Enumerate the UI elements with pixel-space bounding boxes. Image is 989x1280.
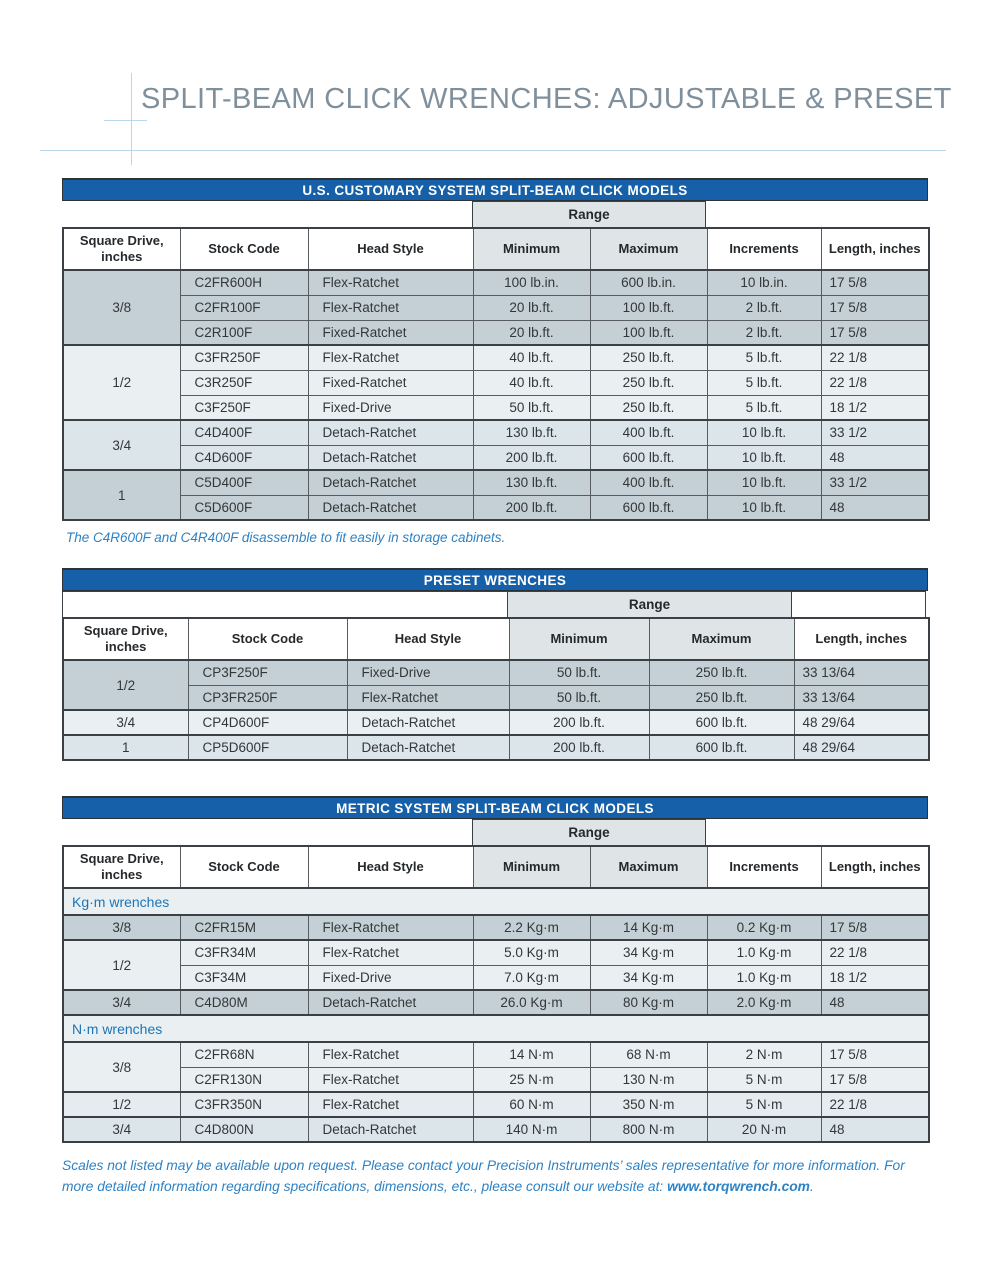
decor-horizontal-rule bbox=[40, 150, 946, 151]
cell-range-max: 600 lb.ft. bbox=[649, 735, 794, 760]
table-row bbox=[63, 940, 929, 965]
header-row bbox=[63, 228, 929, 270]
table-row bbox=[63, 1092, 929, 1117]
table-title: METRIC SYSTEM SPLIT-BEAM CLICK MODELS bbox=[336, 800, 654, 816]
cell-range-max: 100 lb.ft. bbox=[590, 295, 707, 320]
cell-length: 48 bbox=[821, 445, 929, 470]
col-header-square-drive-inches: Square Drive, inches bbox=[63, 618, 188, 660]
cell-stock-code: C3R250F bbox=[180, 370, 308, 395]
section-label-row bbox=[63, 1015, 929, 1042]
table-row bbox=[63, 685, 929, 710]
cell-range-min: 26.0 Kg·m bbox=[473, 990, 590, 1015]
cell-range-min: 50 lb.ft. bbox=[509, 660, 649, 685]
cell-head-style: Flex-Ratchet bbox=[308, 940, 473, 965]
table-row bbox=[63, 270, 929, 295]
decor-vertical-line bbox=[131, 73, 132, 165]
cell-stock-code: C3FR250F bbox=[180, 345, 308, 370]
cell-range-max: 14 Kg·m bbox=[590, 915, 707, 940]
cell-range-max: 400 lb.ft. bbox=[590, 420, 707, 445]
cell-stock-code: C4D400F bbox=[180, 420, 308, 445]
cell-stock-code: C3FR350N bbox=[180, 1092, 308, 1117]
table-row bbox=[63, 1042, 929, 1067]
cell-length: 18 1/2 bbox=[821, 965, 929, 990]
footer-note bbox=[62, 1156, 928, 1197]
cell-increments: 1.0 Kg·m bbox=[707, 965, 821, 990]
cell-stock-code: C5D600F bbox=[180, 495, 308, 520]
cell-stock-code: C3FR34M bbox=[180, 940, 308, 965]
col-header-length-inches: Length, inches bbox=[794, 618, 929, 660]
cell-range-min: 200 lb.ft. bbox=[473, 445, 590, 470]
range-header-cell: Range bbox=[472, 819, 706, 845]
range-row-spacer bbox=[62, 819, 472, 845]
cell-head-style: Detach-Ratchet bbox=[308, 420, 473, 445]
cell-range-max: 800 N·m bbox=[590, 1117, 707, 1142]
cell-length: 48 bbox=[821, 495, 929, 520]
cell-range-min: 60 N·m bbox=[473, 1092, 590, 1117]
cell-range-min: 50 lb.ft. bbox=[473, 395, 590, 420]
range-header-cell: Range bbox=[472, 201, 706, 227]
cell-stock-code: C3F250F bbox=[180, 395, 308, 420]
table-row bbox=[63, 710, 929, 735]
cell-range-max: 100 lb.ft. bbox=[590, 320, 707, 345]
table-row bbox=[63, 965, 929, 990]
col-header-stock-code: Stock Code bbox=[180, 846, 308, 888]
decor-crosshair-tick bbox=[104, 120, 147, 121]
drive-size-cell: 1/2 bbox=[63, 1092, 180, 1117]
cell-stock-code: C2FR100F bbox=[180, 295, 308, 320]
cell-head-style: Flex-Ratchet bbox=[308, 1092, 473, 1117]
preset-spec-table bbox=[62, 617, 930, 761]
col-header-square-drive-inches: Square Drive, inches bbox=[63, 228, 180, 270]
cell-length: 22 1/8 bbox=[821, 940, 929, 965]
col-header-head-style: Head Style bbox=[308, 228, 473, 270]
cell-increments: 5 N·m bbox=[707, 1092, 821, 1117]
col-header-stock-code: Stock Code bbox=[180, 228, 308, 270]
col-header-length-inches: Length, inches bbox=[821, 228, 929, 270]
cell-length: 48 bbox=[821, 1117, 929, 1142]
range-row-blank-left bbox=[62, 591, 508, 617]
metric-spec-table bbox=[62, 845, 930, 1143]
cell-stock-code: C2R100F bbox=[180, 320, 308, 345]
col-header-maximum: Maximum bbox=[590, 228, 707, 270]
drive-size-cell: 1/2 bbox=[63, 660, 188, 710]
cell-length: 33 13/64 bbox=[794, 685, 929, 710]
preset-table-title-bar bbox=[62, 568, 928, 591]
cell-range-max: 250 lb.ft. bbox=[649, 660, 794, 685]
cell-length: 17 5/8 bbox=[821, 1042, 929, 1067]
cell-stock-code: C2FR68N bbox=[180, 1042, 308, 1067]
range-header-row bbox=[62, 201, 928, 227]
us-customary-table-block bbox=[62, 178, 928, 521]
drive-size-cell: 1 bbox=[63, 470, 180, 520]
cell-increments: 2 lb.ft. bbox=[707, 295, 821, 320]
cell-increments: 5 lb.ft. bbox=[707, 345, 821, 370]
cell-length: 48 bbox=[821, 990, 929, 1015]
cell-range-min: 40 lb.ft. bbox=[473, 345, 590, 370]
cell-stock-code: C4D800N bbox=[180, 1117, 308, 1142]
cell-head-style: Flex-Ratchet bbox=[308, 915, 473, 940]
table-head bbox=[63, 228, 929, 270]
cell-stock-code: C5D400F bbox=[180, 470, 308, 495]
us-table-title-bar bbox=[62, 178, 928, 201]
cell-range-min: 140 N·m bbox=[473, 1117, 590, 1142]
footer-text: Scales not listed may be available upon request. Please contact your Precision Instruments’ sales representative for more information. For more detailed information regarding specifications, dimensions, etc., please consult our website at: bbox=[62, 1158, 905, 1194]
cell-head-style: Detach-Ratchet bbox=[347, 735, 509, 760]
cell-range-max: 130 N·m bbox=[590, 1067, 707, 1092]
range-header-row bbox=[62, 591, 928, 617]
col-header-increments: Increments bbox=[707, 846, 821, 888]
cell-increments: 2 N·m bbox=[707, 1042, 821, 1067]
footer-website-link[interactable]: www.torqwrench.com bbox=[667, 1178, 810, 1194]
header-row bbox=[63, 846, 929, 888]
table-row bbox=[63, 470, 929, 495]
cell-range-min: 130 lb.ft. bbox=[473, 420, 590, 445]
header-row bbox=[63, 618, 929, 660]
cell-length: 22 1/8 bbox=[821, 345, 929, 370]
us-spec-table bbox=[62, 227, 930, 521]
table-row bbox=[63, 320, 929, 345]
cell-range-max: 600 lb.ft. bbox=[590, 445, 707, 470]
cell-range-min: 200 lb.ft. bbox=[509, 710, 649, 735]
table-body bbox=[63, 660, 929, 760]
cell-head-style: Flex-Ratchet bbox=[308, 295, 473, 320]
section-label: Kg·m wrenches bbox=[63, 888, 929, 915]
cell-increments: 2.0 Kg·m bbox=[707, 990, 821, 1015]
drive-size-cell: 3/4 bbox=[63, 420, 180, 470]
cell-head-style: Detach-Ratchet bbox=[308, 470, 473, 495]
table-row bbox=[63, 395, 929, 420]
cell-head-style: Fixed-Ratchet bbox=[308, 320, 473, 345]
cell-increments: 10 lb.ft. bbox=[707, 470, 821, 495]
cell-increments: 10 lb.ft. bbox=[707, 420, 821, 445]
cell-stock-code: CP5D600F bbox=[188, 735, 347, 760]
cell-range-max: 68 N·m bbox=[590, 1042, 707, 1067]
col-header-square-drive-inches: Square Drive, inches bbox=[63, 846, 180, 888]
table-row bbox=[63, 1117, 929, 1142]
cell-head-style: Fixed-Drive bbox=[308, 965, 473, 990]
range-header-row bbox=[62, 819, 928, 845]
cell-length: 18 1/2 bbox=[821, 395, 929, 420]
table-row bbox=[63, 990, 929, 1015]
table-row bbox=[63, 370, 929, 395]
cell-range-max: 600 lb.in. bbox=[590, 270, 707, 295]
table-body bbox=[63, 888, 929, 1142]
cell-head-style: Flex-Ratchet bbox=[308, 1067, 473, 1092]
us-table-note: The C4R600F and C4R400F disassemble to fit easily in storage cabinets. bbox=[66, 530, 506, 545]
cell-length: 33 1/2 bbox=[821, 470, 929, 495]
section-label: N·m wrenches bbox=[63, 1015, 929, 1042]
drive-size-cell: 3/8 bbox=[63, 270, 180, 345]
cell-increments: 10 lb.ft. bbox=[707, 495, 821, 520]
cell-head-style: Flex-Ratchet bbox=[308, 345, 473, 370]
table-row bbox=[63, 660, 929, 685]
table-row bbox=[63, 915, 929, 940]
col-header-minimum: Minimum bbox=[509, 618, 649, 660]
table-head bbox=[63, 618, 929, 660]
drive-size-cell: 1/2 bbox=[63, 940, 180, 990]
metric-table-block bbox=[62, 796, 928, 1143]
cell-head-style: Detach-Ratchet bbox=[308, 495, 473, 520]
table-row bbox=[63, 295, 929, 320]
drive-size-cell: 3/4 bbox=[63, 710, 188, 735]
cell-range-min: 20 lb.ft. bbox=[473, 320, 590, 345]
cell-length: 22 1/8 bbox=[821, 1092, 929, 1117]
table-head bbox=[63, 846, 929, 888]
cell-increments: 1.0 Kg·m bbox=[707, 940, 821, 965]
table-title: PRESET WRENCHES bbox=[423, 572, 567, 588]
table-row bbox=[63, 495, 929, 520]
cell-range-max: 80 Kg·m bbox=[590, 990, 707, 1015]
col-header-stock-code: Stock Code bbox=[188, 618, 347, 660]
cell-increments: 20 N·m bbox=[707, 1117, 821, 1142]
cell-increments: 10 lb.in. bbox=[707, 270, 821, 295]
cell-range-max: 600 lb.ft. bbox=[590, 495, 707, 520]
cell-range-min: 100 lb.in. bbox=[473, 270, 590, 295]
cell-range-max: 600 lb.ft. bbox=[649, 710, 794, 735]
cell-range-max: 350 N·m bbox=[590, 1092, 707, 1117]
cell-stock-code: CP4D600F bbox=[188, 710, 347, 735]
cell-length: 33 13/64 bbox=[794, 660, 929, 685]
cell-head-style: Detach-Ratchet bbox=[308, 1117, 473, 1142]
range-row-blank-right bbox=[791, 591, 926, 617]
cell-length: 17 5/8 bbox=[821, 270, 929, 295]
cell-stock-code: CP3FR250F bbox=[188, 685, 347, 710]
col-header-maximum: Maximum bbox=[590, 846, 707, 888]
cell-increments: 2 lb.ft. bbox=[707, 320, 821, 345]
metric-table-title-bar bbox=[62, 796, 928, 819]
drive-size-cell: 3/4 bbox=[63, 1117, 180, 1142]
cell-stock-code: CP3F250F bbox=[188, 660, 347, 685]
preset-wrenches-table-block bbox=[62, 568, 928, 761]
cell-head-style: Fixed-Drive bbox=[347, 660, 509, 685]
cell-head-style: Detach-Ratchet bbox=[347, 710, 509, 735]
page-title: SPLIT-BEAM CLICK WRENCHES: ADJUSTABLE & PRESET bbox=[141, 83, 952, 115]
cell-length: 33 1/2 bbox=[821, 420, 929, 445]
cell-increments: 5 lb.ft. bbox=[707, 370, 821, 395]
col-header-increments: Increments bbox=[707, 228, 821, 270]
cell-head-style: Detach-Ratchet bbox=[308, 445, 473, 470]
cell-range-min: 7.0 Kg·m bbox=[473, 965, 590, 990]
cell-increments: 0.2 Kg·m bbox=[707, 915, 821, 940]
drive-size-cell: 3/4 bbox=[63, 990, 180, 1015]
col-header-length-inches: Length, inches bbox=[821, 846, 929, 888]
cell-length: 17 5/8 bbox=[821, 295, 929, 320]
drive-size-cell: 1 bbox=[63, 735, 188, 760]
cell-range-max: 34 Kg·m bbox=[590, 940, 707, 965]
table-title: U.S. CUSTOMARY SYSTEM SPLIT-BEAM CLICK MODELS bbox=[302, 182, 688, 198]
cell-range-max: 400 lb.ft. bbox=[590, 470, 707, 495]
table-row bbox=[63, 1067, 929, 1092]
cell-head-style: Detach-Ratchet bbox=[308, 990, 473, 1015]
cell-range-max: 250 lb.ft. bbox=[590, 395, 707, 420]
cell-range-min: 200 lb.ft. bbox=[509, 735, 649, 760]
range-header-cell: Range bbox=[507, 591, 792, 617]
cell-head-style: Flex-Ratchet bbox=[308, 1042, 473, 1067]
col-header-minimum: Minimum bbox=[473, 228, 590, 270]
cell-head-style: Flex-Ratchet bbox=[308, 270, 473, 295]
cell-stock-code: C4D80M bbox=[180, 990, 308, 1015]
cell-range-min: 200 lb.ft. bbox=[473, 495, 590, 520]
cell-range-min: 25 N·m bbox=[473, 1067, 590, 1092]
cell-range-min: 5.0 Kg·m bbox=[473, 940, 590, 965]
cell-length: 22 1/8 bbox=[821, 370, 929, 395]
cell-increments: 5 N·m bbox=[707, 1067, 821, 1092]
cell-head-style: Fixed-Drive bbox=[308, 395, 473, 420]
cell-range-min: 14 N·m bbox=[473, 1042, 590, 1067]
table-row bbox=[63, 420, 929, 445]
cell-stock-code: C3F34M bbox=[180, 965, 308, 990]
cell-range-min: 130 lb.ft. bbox=[473, 470, 590, 495]
cell-length: 17 5/8 bbox=[821, 915, 929, 940]
cell-range-min: 2.2 Kg·m bbox=[473, 915, 590, 940]
cell-stock-code: C4D600F bbox=[180, 445, 308, 470]
drive-size-cell: 3/8 bbox=[63, 915, 180, 940]
cell-range-min: 40 lb.ft. bbox=[473, 370, 590, 395]
cell-length: 17 5/8 bbox=[821, 1067, 929, 1092]
col-header-head-style: Head Style bbox=[308, 846, 473, 888]
cell-stock-code: C2FR130N bbox=[180, 1067, 308, 1092]
cell-stock-code: C2FR600H bbox=[180, 270, 308, 295]
cell-range-min: 20 lb.ft. bbox=[473, 295, 590, 320]
col-header-head-style: Head Style bbox=[347, 618, 509, 660]
drive-size-cell: 3/8 bbox=[63, 1042, 180, 1092]
table-row bbox=[63, 445, 929, 470]
cell-range-min: 50 lb.ft. bbox=[509, 685, 649, 710]
footer-suffix: . bbox=[809, 1178, 814, 1194]
cell-head-style: Fixed-Ratchet bbox=[308, 370, 473, 395]
cell-range-max: 250 lb.ft. bbox=[590, 345, 707, 370]
table-body bbox=[63, 270, 929, 520]
cell-range-max: 250 lb.ft. bbox=[590, 370, 707, 395]
cell-range-max: 34 Kg·m bbox=[590, 965, 707, 990]
table-row bbox=[63, 735, 929, 760]
drive-size-cell: 1/2 bbox=[63, 345, 180, 420]
cell-increments: 5 lb.ft. bbox=[707, 395, 821, 420]
col-header-minimum: Minimum bbox=[473, 846, 590, 888]
cell-range-max: 250 lb.ft. bbox=[649, 685, 794, 710]
cell-length: 48 29/64 bbox=[794, 735, 929, 760]
range-row-spacer bbox=[62, 201, 472, 227]
table-row bbox=[63, 345, 929, 370]
section-label-row bbox=[63, 888, 929, 915]
cell-length: 48 29/64 bbox=[794, 710, 929, 735]
cell-length: 17 5/8 bbox=[821, 320, 929, 345]
cell-head-style: Flex-Ratchet bbox=[347, 685, 509, 710]
cell-stock-code: C2FR15M bbox=[180, 915, 308, 940]
col-header-maximum: Maximum bbox=[649, 618, 794, 660]
cell-increments: 10 lb.ft. bbox=[707, 445, 821, 470]
